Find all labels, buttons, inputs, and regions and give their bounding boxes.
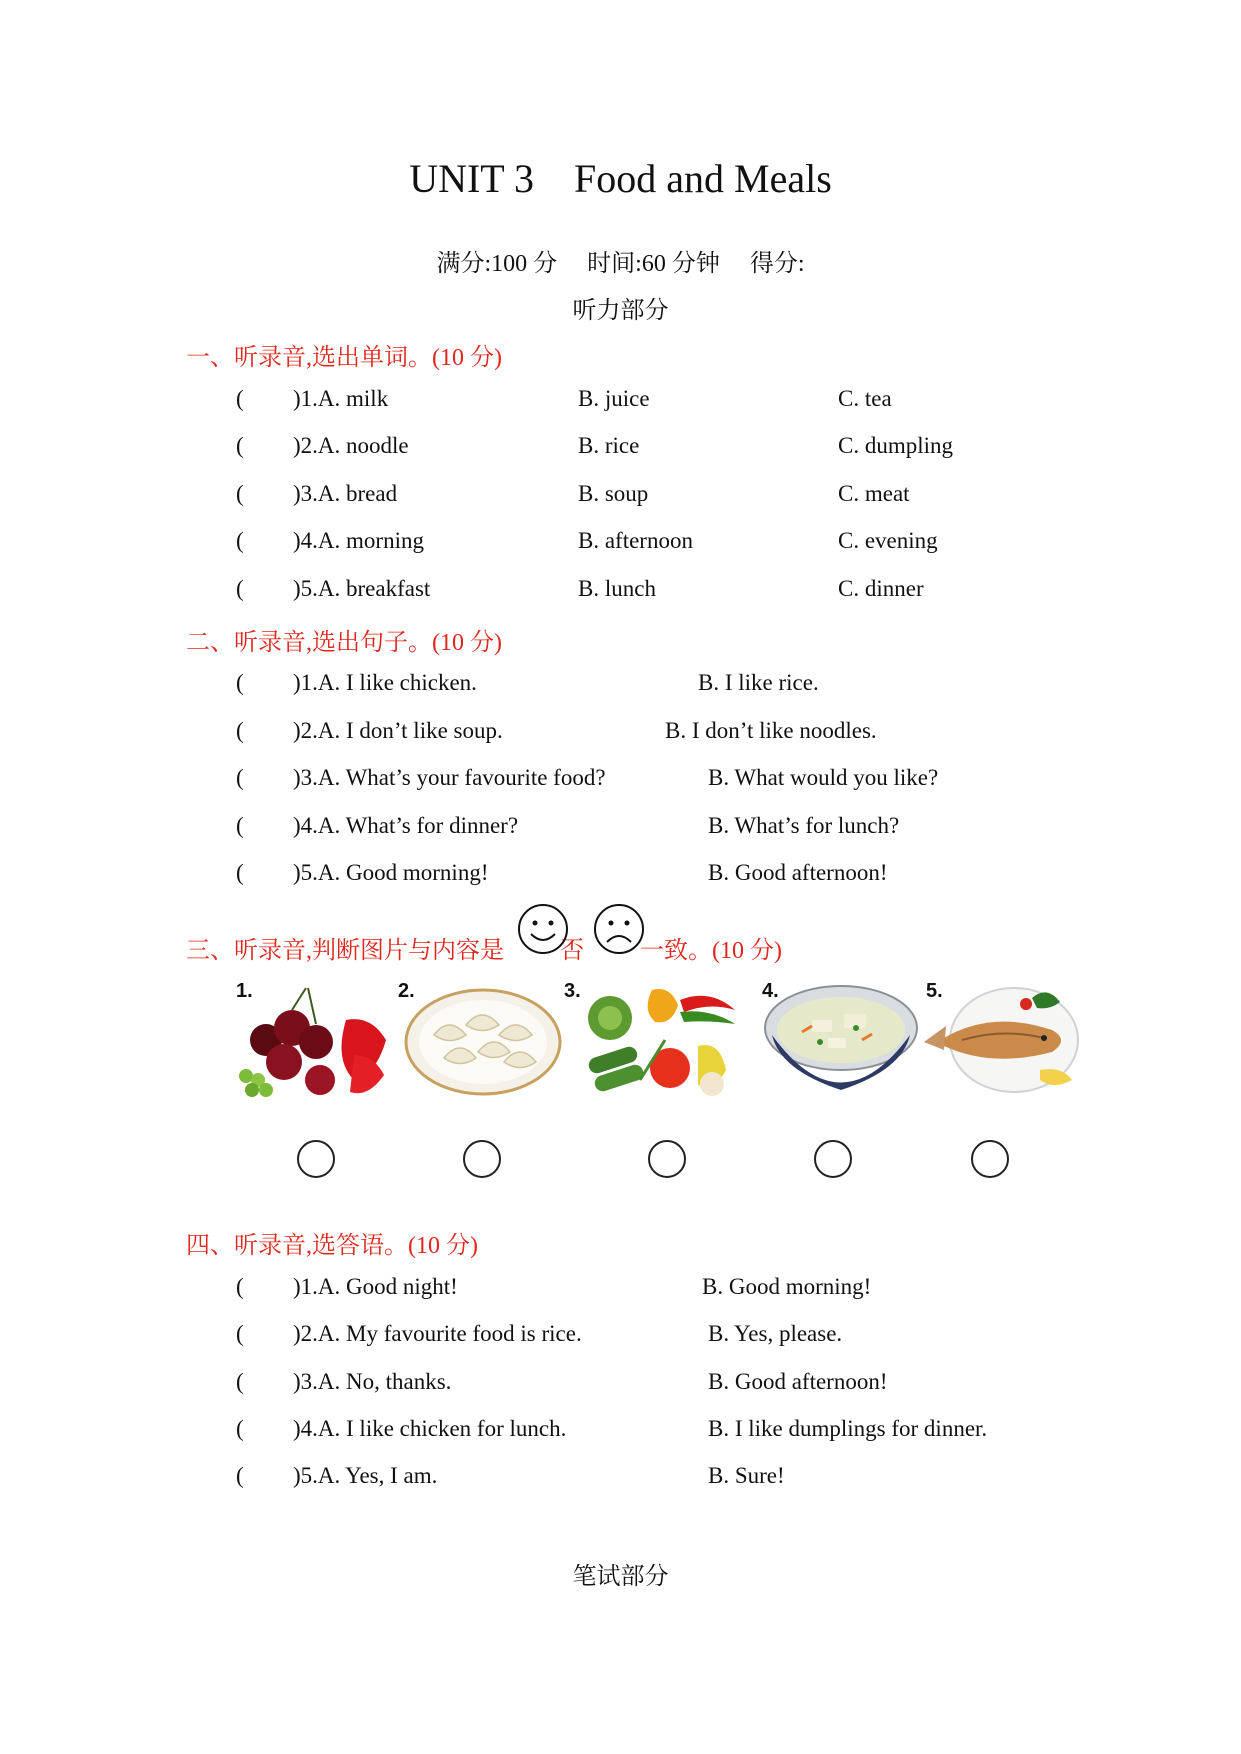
s1-q2-c: C. dumpling — [838, 433, 954, 458]
s4-q4-b: B. I like dumplings for dinner. — [708, 1416, 988, 1441]
section2-heading: 二、听录音,选出句子。(10 分) — [186, 630, 502, 656]
answer-paren[interactable]: ( — [236, 576, 244, 601]
s2-q5-b: B. Good afternoon! — [708, 860, 888, 885]
s2-q1-b: B. I like rice. — [698, 670, 819, 695]
s1-q3-a: )3.A. bread — [293, 481, 398, 506]
s1-q3-c: C. meat — [838, 481, 910, 506]
s2-q4-a: )4.A. What’s for dinner? — [293, 813, 519, 838]
picture-number: 3. — [564, 980, 581, 1002]
s1-q1-c: C. tea — [838, 386, 892, 411]
listening-part-title: 听力部分 — [572, 298, 669, 324]
s4-q2-b: B. Yes, please. — [708, 1321, 843, 1346]
sad-face-icon — [592, 902, 646, 956]
section3-heading-part2: 否 — [560, 938, 584, 964]
s2-q3-b: B. What would you like? — [708, 765, 939, 790]
s2-q2-a: )2.A. I don’t like soup. — [293, 718, 503, 743]
answer-paren[interactable]: ( — [236, 1416, 244, 1441]
unit-name: Food and Meals — [574, 156, 832, 201]
s4-q5-a: )5.A. Yes, I am. — [293, 1463, 438, 1488]
s4-q1-b: B. Good morning! — [702, 1274, 872, 1299]
section1-heading: 一、听录音,选出单词。(10 分) — [186, 345, 502, 371]
s2-q1-a: )1.A. I like chicken. — [293, 670, 477, 695]
s1-q2-a: )2.A. noodle — [293, 433, 409, 458]
answer-circle-1[interactable] — [297, 1140, 335, 1178]
picture-number: 1. — [236, 980, 253, 1002]
s4-q4-a: )4.A. I like chicken for lunch. — [293, 1416, 567, 1441]
answer-circle-4[interactable] — [814, 1140, 852, 1178]
s2-q5-a: )5.A. Good morning! — [293, 860, 489, 885]
s1-q3-b: B. soup — [578, 481, 649, 506]
answer-paren[interactable]: ( — [236, 1369, 244, 1394]
picture-number: 5. — [926, 980, 943, 1002]
s1-q4-a: )4.A. morning — [293, 528, 424, 553]
s1-q1-b: B. juice — [578, 386, 650, 411]
s2-q2-b: B. I don’t like noodles. — [665, 718, 877, 743]
answer-circle-3[interactable] — [648, 1140, 686, 1178]
soup-icon — [762, 980, 920, 1100]
answer-paren[interactable]: ( — [236, 813, 244, 838]
section4-heading: 四、听录音,选答语。(10 分) — [186, 1233, 478, 1259]
page-title — [0, 155, 1241, 202]
answer-paren[interactable]: ( — [236, 670, 244, 695]
picture-number: 4. — [762, 980, 779, 1002]
section3-heading-part1: 三、听录音,判断图片与内容是 — [186, 938, 504, 964]
s1-q5-a: )5.A. breakfast — [293, 576, 431, 601]
s1-q5-c: C. dinner — [838, 576, 924, 601]
answer-paren[interactable]: ( — [236, 860, 244, 885]
written-part-title: 笔试部分 — [572, 1564, 669, 1590]
s1-q4-b: B. afternoon — [578, 528, 693, 553]
vegetables-icon — [580, 980, 738, 1100]
answer-circle-2[interactable] — [463, 1140, 501, 1178]
picture-number: 2. — [398, 980, 415, 1002]
s1-q4-c: C. evening — [838, 528, 938, 553]
s1-q1-a: )1.A. milk — [293, 386, 389, 411]
s1-q2-b: B. rice — [578, 433, 640, 458]
s4-q3-b: B. Good afternoon! — [708, 1369, 888, 1394]
answer-paren[interactable]: ( — [236, 1321, 244, 1346]
s4-q3-a: )3.A. No, thanks. — [293, 1369, 452, 1394]
answer-paren[interactable]: ( — [236, 1274, 244, 1299]
score-field: 得分: — [749, 251, 805, 277]
smiley-face-icon — [516, 902, 570, 956]
fruit-icon — [236, 980, 394, 1100]
s2-q4-b: B. What’s for lunch? — [708, 813, 900, 838]
answer-paren[interactable]: ( — [236, 481, 244, 506]
answer-paren[interactable]: ( — [236, 1463, 244, 1488]
answer-paren[interactable]: ( — [236, 386, 244, 411]
dumplings-icon — [404, 980, 562, 1100]
full-score: 满分:100 分 — [436, 251, 558, 277]
answer-circle-5[interactable] — [971, 1140, 1009, 1178]
answer-paren[interactable]: ( — [236, 528, 244, 553]
answer-paren[interactable]: ( — [236, 718, 244, 743]
time-limit: 时间:60 分钟 — [587, 251, 720, 277]
fish-icon — [922, 980, 1080, 1100]
section3-heading — [186, 930, 782, 965]
s1-q5-b: B. lunch — [578, 576, 656, 601]
answer-paren[interactable]: ( — [236, 433, 244, 458]
s4-q5-b: B. Sure! — [708, 1463, 785, 1488]
s4-q2-a: )2.A. My favourite food is rice. — [293, 1321, 582, 1346]
s4-q1-a: )1.A. Good night! — [293, 1274, 458, 1299]
s2-q3-a: )3.A. What’s your favourite food? — [293, 765, 606, 790]
answer-paren[interactable]: ( — [236, 765, 244, 790]
unit-label: UNIT 3 — [409, 156, 535, 201]
section3-heading-part3: 一致。(10 分) — [640, 938, 782, 964]
exam-meta — [0, 243, 1241, 278]
